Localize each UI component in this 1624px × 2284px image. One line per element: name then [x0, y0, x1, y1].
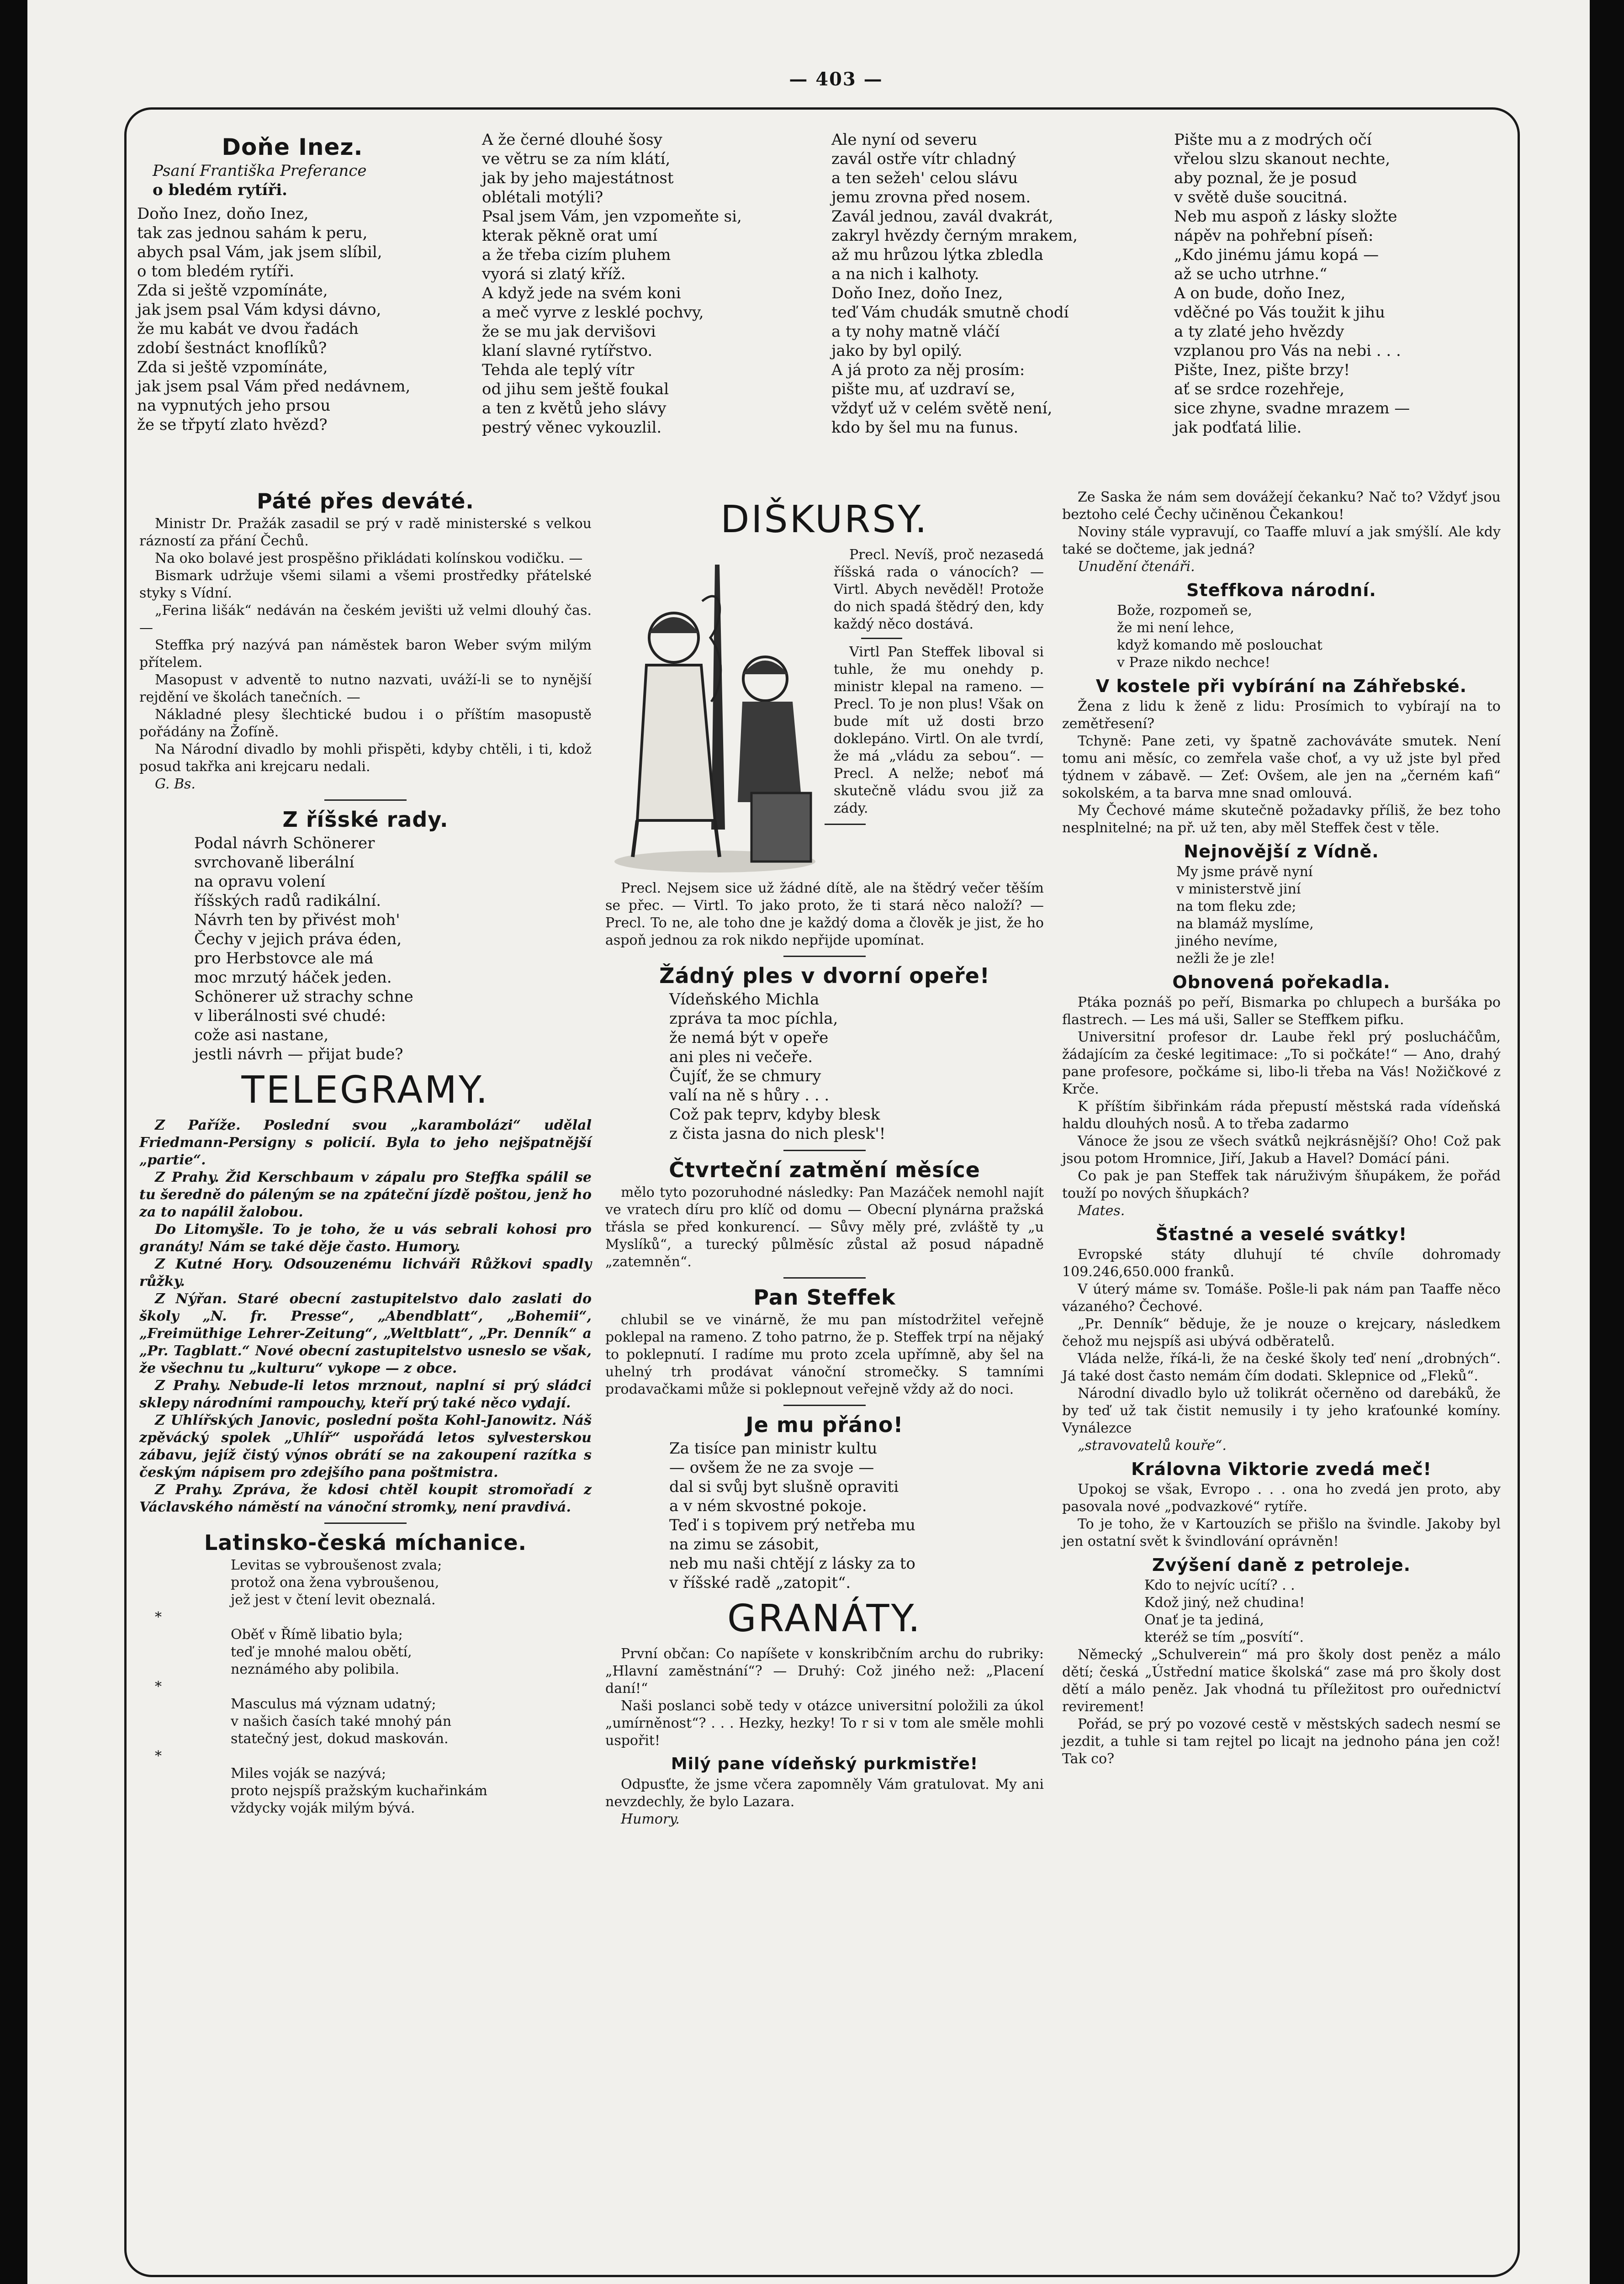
- separator: [324, 1523, 407, 1524]
- right-para-7: Universitní profesor dr. Laube řekl prý poslucháčům, žádajícím za české legitimace: „To si počkáte!“ — Ano, drahý pane profesore, počkáme si, libo-li třeba na Vás! Nožičkové z Krče.: [1062, 1029, 1501, 1097]
- right-column: [1062, 489, 1501, 1768]
- tele-8: Z Prahy. Zpráva, že kdosi chtěl koupit stromořadí z Václavského náměstí na vánoční stromky, není pravdivá.: [139, 1482, 592, 1515]
- right-signature-3: „stravovatelů kouře“.: [1078, 1438, 1227, 1454]
- right-para-18: Německý „Schulverein“ má pro školy dost peněz a málo dětí; česká „Ústřední matice školská“ zase má pro školy dost dětí a málo peněz. Jak vhodná tu příležitost pro ouřednictví revirement!: [1062, 1647, 1501, 1715]
- latin-stanza-1: Levitas se vybroušenost zvala; protož ona žena vybroušenou, jež jest v čtení levit obeznalá.: [231, 1557, 442, 1608]
- separator: [861, 638, 902, 639]
- done-inez-title: Doňe Inez.: [222, 134, 363, 160]
- done-inez-stanzas-2: A že černé dlouhé šosy ve větru se za ním klátí, jak by jeho majestátnost oblétali motýli? Psal jsem Vám, jen vzpomeňte si, kterak pěkně orat umí a že třeba cizím pluhem vyorá si zlatý kříž. A když jede na svém koni a meč vyrve z lesklé pochvy, že se mu jak dervišovi klaní slavné rytířstvo. Tehda ale teplý vítr od jihu sem ještě foukal a ten z květů jeho slávy pestrý věnec vykouzlil.: [482, 131, 742, 437]
- granaty-title: GRANÁTY.: [727, 1597, 922, 1640]
- right-para-10: Co pak je pan Steffek tak náruživým šňupákem, že pořád touží po nových šňupkách?: [1062, 1168, 1501, 1201]
- pate-para-1: Ministr Dr. Pražák zasadil se prý v radě ministerské s velkou rázností za přání Čechů.: [139, 516, 592, 549]
- right-signature-2: Mates.: [1078, 1203, 1125, 1219]
- pate-title: Páté přes deváté.: [257, 489, 474, 513]
- zatmeni-text: mělo tyto pozoruhodné následky: Pan Mazáček nemohl najít ve vratech díru pro klíč od domu — Obecní plynárna pražská třásla se před konkurencí. — Sůvy měly pré, zvláště ty „u Myslíků“, a turecký půlměsíc zůstal až posud nápadně „zatemněn“.: [605, 1184, 1044, 1270]
- right-para-5: My Čechové máme skutečně požadavky příliš, že bez toho nesplnitelné; na př. už ten, aby měl Steffek čest v těle.: [1062, 803, 1501, 836]
- latin-stanza-4: Miles voják se nazývá; proto nejspíš pražským kuchařinkám vždycky voják milým bývá.: [231, 1766, 487, 1816]
- done-inez-stanzas-3: Ale nyní od severu zavál ostře vítr chladný a ten sežeh' celou slávu jemu zrovna před nosem. Zavál jednou, zavál dvakrát, zakryl hvězdy černým mrakem, až mu hrůzou lýtka zbledla a na nich i kalhoty. Doňo Inez, doňo Inez, teď Vám chudák smutně chodí a ty nohy matně vláčí jako by byl opilý. A já proto za něj prosím: pište mu, ať uzdraví se, vždyť už v celém světě není, kdo by šel mu na funus.: [831, 131, 1078, 437]
- ples-title: Žádný ples v dvorní opeře!: [659, 963, 990, 988]
- right-para-1: Ze Saska že nám sem dovážejí čekanku? Nač to? Vždyť jsou beztoho celé Čechy učiněnou Čekankou!: [1062, 489, 1501, 523]
- granaty-para-2: Naši poslanci sobě tedy v otázce universitní položili za úkol „umírněnost“? . . . Hezky, hezky! To r si v tom ale směle mohli uspořit!: [605, 1698, 1044, 1749]
- right-head-3: Nejnovější z Vídně.: [1184, 841, 1379, 862]
- done-inez-col2: [482, 130, 797, 437]
- star-divider: *: [155, 1748, 162, 1764]
- separator: [783, 1277, 866, 1279]
- done-inez-stanzas-4: Pište mu a z modrých očí vřelou slzu skanout nechte, aby poznal, že je posud v světě duše soucitná. Neb mu aspoň z lásky složte nápěv na pohřební píseň: „Kdo jinému jámu kopá — až se ucho utrhne.“ A on bude, doňo Inez, vděčné po Vás toužit k jihu a ty zlaté jeho hvězdy vzplanou pro Vás na nebi . . . Pište, Inez, pište brzy! ať se srdce rozehřeje, sice zhyne, svadne mrazem — jak podťatá lilie.: [1174, 131, 1410, 437]
- diskursy-para-1: Precl. Nevíš, proč nezasedá říšská rada o vánocích? — Virtl. Abych nevěděl! Protože do nich spadá štědrý den, kdy každý něco dostává.: [834, 547, 1044, 632]
- done-inez-col1: [137, 130, 448, 434]
- pate-para-8: Na Národní divadlo by mohli přispěti, kdyby chtěli, i ti, kdož posud takřka ani krejcaru nedali.: [139, 741, 592, 775]
- left-column: [139, 484, 592, 1817]
- pate-para-3: Bismark udržuje všemi silami a všemi prostředky přátelské styky s Vídní.: [139, 568, 592, 601]
- right-poem-2: My jsme právě nyní v ministerstvě jiní na tom fleku zde; na blamáž myslíme, jiného nevíme, nežli že je zle!: [1176, 864, 1314, 967]
- telegramy-title: TELEGRAMY.: [241, 1068, 490, 1112]
- separator: [324, 799, 407, 801]
- right-para-3: Žena z lidu k ženě z lidu: Prosímich to vybírají na to zemětřesení?: [1062, 698, 1501, 732]
- granaty-para-3: Odpusťte, že jsme včera zapomněly Vám gratulovat. My ani nevzdechly, že bylo Lazara.: [605, 1776, 1044, 1810]
- done-inez-col4: [1174, 130, 1494, 437]
- right-para-12: V úterý máme sv. Tomáše. Pošle-li pak nám pan Taaffe něco vázaného? Čechové.: [1062, 1281, 1501, 1315]
- right-para-9: Vánoce že jsou ze všech svátků nejkrásnější? Oho! Což pak jsou potom Hromnice, Jiří, Jakub a Havel? Domácí páni.: [1062, 1133, 1501, 1167]
- right-para-6: Ptáka poznáš po peří, Bismarka po chlupech a buršáka po flastrech. — Les má uši, Saller se Steffkem pifku.: [1062, 994, 1501, 1028]
- done-inez-subtitle: Psaní Františka Preferance: [153, 162, 367, 180]
- right-para-14: Vláda nelže, říká-li, že na české školy teď není „drobných“. Já také dost často nemám čím dodati. Sklepnice od „Fleků“.: [1062, 1351, 1501, 1384]
- right-poem-1: Bože, rozpomeň se, že mi není lehce, když komando mě poslouchat v Praze nikdo nechce!: [1117, 603, 1322, 671]
- right-head-1: Steffkova národní.: [1186, 580, 1376, 600]
- granaty-para-1: První občan: Co napíšete v konskribčním archu do rubriky: „Hlavní zaměstnání“? — Druhý: Což jiného než: „Placení daní!“: [605, 1646, 1044, 1697]
- diskursy-para-2: Virtl Pan Steffek liboval si tuhle, že mu onehdy p. ministr klepal na rameno. — Precl. To je non plus! Však on bude mít už dosti brzo doklepáno. Virtl. On ale tvrdí, že má „vládu za sebou“. — Precl. A nelže; neboť má skutečně vládu svou již za zády.: [834, 644, 1044, 816]
- telegramy-body: [139, 1117, 592, 1516]
- tele-3: Do Litomyšle. To je toho, že u vás sebrali kohosi pro granáty! Nám se také děje často. Humory.: [139, 1221, 592, 1255]
- right-para-19: Pořád, se prý po vozové cestě v městských sadech nesmí se jezdit, a tuhle si tam rejtel po licajt na jednoho pána jen což! Tak co?: [1062, 1716, 1501, 1767]
- right-para-8: K příštím šibřinkám ráda přepustí městská rada vídeňská haldu dlouhých nosů. A to třeba zadarmo: [1062, 1099, 1501, 1132]
- right-head-5: Šťastné a veselé svátky!: [1155, 1224, 1407, 1244]
- done-inez-col3: [831, 130, 1142, 437]
- star-divider: *: [155, 1679, 162, 1695]
- tele-4: Z Kutné Hory. Odsouzenému lichváři Růžkovi spadly růžky.: [139, 1256, 592, 1290]
- tele-2: Z Prahy. Žid Kerschbaum v zápalu pro Steffka spálil se tu šeredně do páleným se na zpáteční jízdě poštou, jenž ho za to napálil žalobou.: [139, 1169, 592, 1220]
- diskursy-title: DIŠKURSY.: [720, 498, 929, 541]
- right-para-11: Evropské státy dluhují té chvíle dohromady 109.246,650.000 franků.: [1062, 1247, 1501, 1280]
- granaty-subhead: Milý pane vídeňský purkmistře!: [671, 1755, 979, 1773]
- right-head-2: V kostele při vybírání na Záhřebské.: [1095, 676, 1467, 696]
- done-inez-stanzas-1: Doňo Inez, doňo Inez, tak zas jednou sahám k peru, abych psal Vám, jak jsem slíbil, o tom bledém rytíři. Zda si ještě vzpomínáte, jak jsem psal Vám kdysi dávno, že mu kabát ve dvou řadách zdobí šestnáct knoflíků? Zda si ještě vzpomínáte, jak jsem psal Vám před nedávnem, na vypnutých jeho prsou že se třpytí zlato hvězd?: [137, 205, 411, 434]
- right-poem-3: Kdo to nejvíc ucítí? . . Kdož jiný, než chudina! Onať je ta jediná, kteréž se tím „posvítí“.: [1144, 1577, 1305, 1645]
- latin-title: Latinsko-česká míchanice.: [204, 1530, 527, 1555]
- granaty-signature: Humory.: [621, 1811, 680, 1827]
- prano-poem: Za tisíce pan ministr kultu — ovšem že ne za svoje — dal si svůj byt slušně opraviti a v ném skvostné pokoje. Teď i s topivem prý netřeba mu na zimu se zásobit, neb mu naši chtějí z lásky za to v říšské radě „zatopit“.: [669, 1439, 915, 1592]
- latin-stanza-2: Oběť v Římě libatio byla; teď je mnohé malou obětí, neznámého aby polibila.: [231, 1627, 412, 1677]
- pate-para-7: Nákladné plesy šlechtické budou i o příštím masopustě pořádány na Žofíně.: [139, 707, 592, 740]
- right-para-17: To je toho, že v Kartouzích se přišlo na švindle. Jakoby byl jen ostatní svět k švindlování oprávněn!: [1062, 1516, 1501, 1549]
- right-head-6: Královna Viktorie zvedá meč!: [1131, 1459, 1432, 1479]
- diskursy-para-3: Precl. Nejsem sice už žádné dítě, ale na štědrý večer těším se přec. — Virtl. To jako proto, že ti stará něco naloží? — Precl. To ne, ale toho dne je každý doma a člověk je jist, že ho aspoň jednou za rok nikdo nepřijde upomínat.: [605, 880, 1044, 948]
- pate-signature: G. Bs.: [155, 776, 196, 792]
- pate-para-6: Masopust v adventě to nutno nazvati, uváží-li se to nynější rejdění ve školách tanečních. —: [139, 672, 592, 705]
- star-divider: *: [155, 1609, 162, 1625]
- latin-stanza-3: Masculus má význam udatný; v našich časích také mnohý pán statečný jest, dokud maskován.: [231, 1696, 452, 1747]
- rade-poem: Podal návrh Schönerer svrchovaně liberální na opravu volení říšských radů radikální. Návrh ten by přivést moh' Čechy v jejich práva éden, pro Herbstovce ale má moc mrzutý háček jeden. Schönerer už strachy schne v liberálnosti své chudé: cože asi nastane, jestli návrh — přijat bude?: [194, 834, 413, 1063]
- separator: [783, 1150, 866, 1151]
- right-para-13: „Pr. Denník“ běduje, že je nouze o krejcary, následkem čehož mu nejspíš asi ubývá odběratelů.: [1062, 1316, 1501, 1349]
- tele-7: Z Uhlířských Janovic, poslední pošta Kohl-Janowitz. Náš zpěvácký spolek „Uhlíř“ uspořádá letos sylvesterskou zábavu, jejíž čistý výnos obrátí se na zakoupení razítka s českým nápisem pro zdejšího pana poštmistra.: [139, 1412, 592, 1480]
- right-head-7: Zvýšení daně z petroleje.: [1152, 1555, 1411, 1575]
- page-number: — 403 —: [789, 69, 883, 90]
- prano-title: Je mu přáno!: [746, 1412, 904, 1437]
- separator: [783, 956, 866, 957]
- tele-5: Z Nýřan. Staré obecní zastupitelstvo dalo zaslati do školy „N. fr. Presse“, „Abendblatt“, „Bohemii“, „Freimüthige Lehrer-Zeitung“, „Weltblatt“, „Pr. Denník“ a „Pr. Tagblatt.“ Nové obecní zastupitelstvo usneslo se však, že všechnu tu „kulturu“ vykope — z obce.: [139, 1291, 592, 1376]
- right-head-4: Obnovená pořekadla.: [1172, 972, 1391, 992]
- right-para-16: Upokoj se však, Evropo . . . ona ho zvedá jen proto, aby pasovala nové „podvazkové“ rytíře.: [1062, 1481, 1501, 1515]
- tele-1: Z Paříže. Poslední svou „karambolázi“ udělal Friedmann-Persigny s policií. Byla to jeho nejšpatnější „partie“.: [139, 1117, 592, 1168]
- right-signature-1: Unudění čtenáři.: [1078, 559, 1195, 575]
- right-para-15: Národní divadlo bylo už tolikrát očerněno od darebáků, že by teď už tak čistit nemusily i ty jeho kraťounké komíny. Vynálezce: [1062, 1385, 1501, 1436]
- right-para-4: Tchyně: Pane zeti, vy špatně zachováváte smutek. Není tomu ani měsíc, co zemřela vaše choť, a vy už jste byl před týdnem v zábavě. — Zeť: Ovšem, ale jen na „černém kafi“ sokolském, a ta barva mne snad omlouvá.: [1062, 733, 1501, 801]
- caricature-illustration: [605, 546, 825, 875]
- pate-para-2: Na oko bolavé jest prospěšno přikládati kolínskou vodičku. —: [155, 550, 583, 566]
- right-para-2: Noviny stále vypravují, co Taaffe mluví a jak smýšlí. Ale kdy také se dočteme, jak jedná?: [1062, 524, 1501, 557]
- steffek-title: Pan Steffek: [753, 1285, 896, 1310]
- done-inez-subtitle2: o bledém rytíři.: [153, 181, 288, 199]
- rade-title: Z říšské rady.: [282, 807, 449, 832]
- newspaper-page: [27, 0, 1590, 2284]
- tele-6: Z Prahy. Nebude-li letos mrznout, naplní si prý sládci sklepy národními rampouchy, kteří prý také něco vydají.: [139, 1378, 592, 1411]
- middle-column: [605, 493, 1044, 1828]
- separator: [783, 1405, 866, 1406]
- pate-para-4: „Ferina lišák“ nedáván na českém jevišti už velmi dlouhý čas. —: [139, 603, 592, 636]
- steffek-text: chlubil se ve vinárně, že mu pan místodržitel veřejně poklepal na rameno. Z toho patrno, že p. Steffek trpí na nějaký to poklepnutí. I radíme mu proto zcela upřímně, aby šel na uhelný trh prodávat vánoční stromečky. S tamními prodavačkami může si poklepnout veřejně vždy až do noci.: [605, 1312, 1044, 1397]
- zatmeni-title: Čtvrteční zatmění měsíce: [669, 1158, 980, 1182]
- pate-para-5: Steffka prý nazývá pan náměstek baron Weber svým milým přítelem.: [139, 637, 592, 671]
- ples-poem: Vídeňského Michla zpráva ta moc píchla, že nemá být v opeře ani ples ni večeře. Čujíť, že se chmury valí na ně s hůry . . . Což pak teprv, kdyby blesk z čista jasna do nich plesk'!: [669, 990, 886, 1143]
